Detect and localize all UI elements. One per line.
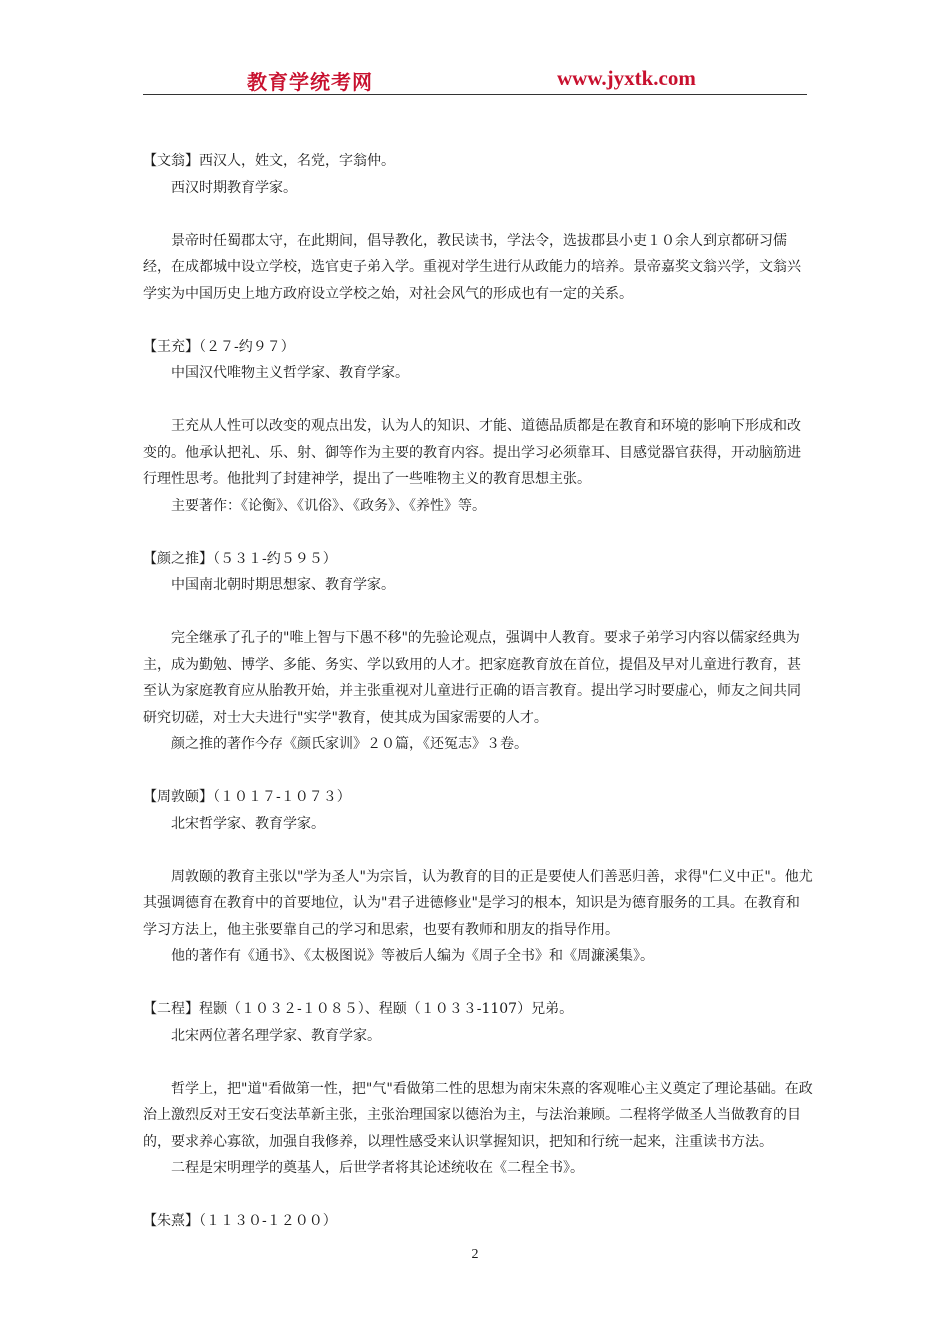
spacer: [143, 599, 813, 626]
entry-body: 完全继承了孔子的"唯上智与下愚不移"的先验论观点，强调中人教育。要求子弟学习内容以儒家经典为主，成为勤勉、博学、多能、务实、学以致用的人才。把家庭教育放在首位，提倡及早对儿童进行教育，甚至认为家庭教育应从胎教开始，并主张重视对儿童进行正确的语言教育。提出学习时要虚心，师友之间共同研究切磋，对士大夫进行"实学"教育，使其成为国家需要的人才。: [143, 630, 801, 726]
document-body: [143, 148, 813, 1235]
entry-works: 颜之推的著作今存《颜氏家训》２０篇，《还冤志》３卷。: [171, 736, 528, 752]
entry-body: 哲学上，把"道"看做第一性，把"气"看做第二性的思想为南宋朱熹的客观唯心主义奠定了理论基础。在政治上激烈反对王安石变法革新主张，主张治理国家以德治为主，与法治兼顾。二程将学做圣人当做教育的目的，要求养心寡欲，加强自我修养，以理性感受来认识掌握知识，把知和行统一起来，注重读书方法。: [143, 1080, 813, 1150]
spacer: [143, 519, 813, 546]
entry-subtitle: 北宋哲学家、教育学家。: [171, 815, 325, 832]
entry-body: 周敦颐的教育主张以"学为圣人"为宗旨，认为教育的目的正是要使人们善恶归善，求得"仁义中正"。他尤其强调德育在教育中的首要地位，认为"君子进德修业"是学习的根本，知识是为德育服务的工具。在教育和学习方法上，他主张要靠自己的学习和思索，也要有教师和朋友的指导作用。: [143, 868, 813, 938]
page-header: [143, 66, 807, 95]
entry-works: 他的著作有《通书》、《太极图说》等被后人编为《周子全书》和《周濂溪集》。: [171, 948, 654, 964]
site-url: www.jyxtk.com: [557, 66, 696, 90]
entry-heading: 【文翁】西汉人，姓文，名党，字翁仲。: [143, 153, 395, 169]
entry-works: 二程是宋明理学的奠基人，后世学者将其论述统收在《二程全书》。: [171, 1160, 584, 1176]
entry-body: 景帝时任蜀郡太守，在此期间，倡导教化，教民读书，学法令，选拔郡县小吏１０余人到京都研习儒经，在成都城中设立学校，选官吏子弟入学。重视对学生进行从政能力的培养。景帝嘉奖文翁兴学，文翁兴学实为中国历史上地方政府设立学校之始，对社会风气的形成也有一定的关系。: [143, 232, 801, 302]
entry-subtitle: 中国南北朝时期思想家、教育学家。: [171, 577, 395, 593]
spacer: [143, 1049, 813, 1076]
entry-subtitle: 北宋两位著名理学家、教育学家。: [171, 1027, 381, 1044]
spacer: [143, 307, 813, 334]
site-name: 教育学统考网: [247, 70, 373, 94]
entry-heading: 【王充】（２７-约９７）: [143, 338, 295, 355]
entry-subtitle: 西汉时期教育学家。: [171, 179, 297, 196]
spacer: [143, 837, 813, 864]
entry-works: 主要著作：《论衡》、《讥俗》、《政务》、《养性》等。: [171, 497, 486, 514]
spacer: [143, 1182, 813, 1209]
spacer: [143, 201, 813, 228]
entry-subtitle: 中国汉代唯物主义哲学家、教育学家。: [171, 365, 409, 381]
page-number: 2: [471, 1247, 479, 1262]
entry-heading: 【颜之推】（５３１-约５９５）: [143, 550, 337, 567]
entry-heading: 【周敦颐】（１０１７-１０７３）: [143, 789, 351, 805]
entry-heading: 【朱熹】（１１３０-１２００）: [143, 1213, 337, 1229]
spacer: [143, 387, 813, 414]
spacer: [143, 758, 813, 785]
spacer: [143, 970, 813, 997]
entry-heading: 【二程】程颢（１０３２-１０８５）、程颐（１０３３-1107）兄弟。: [143, 1001, 574, 1017]
entry-body: 王充从人性可以改变的观点出发，认为人的知识、才能、道德品质都是在教育和环境的影响下形成和改变的。他承认把礼、乐、射、御等作为主要的教育内容。提出学习必须靠耳、目感觉器官获得，开动脑筋进行理性思考。他批判了封建神学，提出了一些唯物主义的教育思想主张。: [143, 418, 801, 487]
